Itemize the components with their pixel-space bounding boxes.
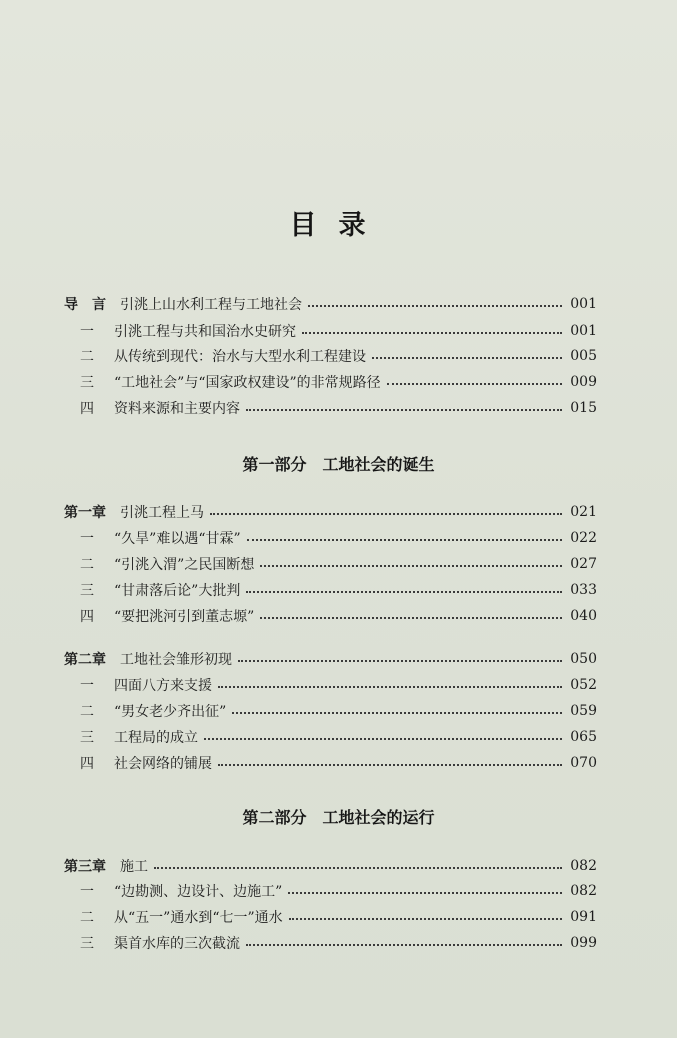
page-number: 005 bbox=[570, 348, 597, 364]
page-number: 009 bbox=[570, 374, 597, 390]
page-number: 099 bbox=[570, 935, 597, 951]
page-number: 001 bbox=[570, 323, 597, 339]
toc-entry-intro-s4[interactable] bbox=[80, 397, 597, 419]
toc-entry-ch3-s1[interactable] bbox=[80, 880, 597, 902]
section-number: 二 bbox=[80, 557, 94, 573]
part-name: 工地社会的运行 bbox=[322, 808, 435, 827]
section-number: 一 bbox=[80, 678, 94, 694]
part-heading-1 bbox=[0, 452, 677, 475]
part-name: 工地社会的诞生 bbox=[322, 455, 435, 474]
page-number: 022 bbox=[570, 530, 597, 546]
dot-leader bbox=[302, 332, 562, 334]
section-label: “男女老少齐出征” bbox=[114, 704, 227, 720]
chapter-head: 第三章 bbox=[64, 859, 106, 875]
page-number: 082 bbox=[570, 858, 597, 874]
toc-entry-ch1-s3[interactable] bbox=[80, 579, 597, 601]
dot-leader bbox=[204, 738, 562, 740]
section-label: “要把洮河引到董志塬” bbox=[114, 609, 255, 625]
chapter-label: 引洮工程上马 bbox=[120, 505, 204, 521]
section-number: 二 bbox=[80, 704, 94, 720]
dot-leader bbox=[260, 617, 562, 619]
chapter-head: 第二章 bbox=[64, 652, 106, 668]
dot-leader bbox=[289, 918, 563, 920]
dot-leader bbox=[210, 513, 562, 515]
toc-entry-ch2-s3[interactable] bbox=[80, 726, 597, 748]
dot-leader bbox=[232, 712, 562, 714]
toc-entry-ch1-s1[interactable] bbox=[80, 527, 597, 549]
toc-entry-ch1-s4[interactable] bbox=[80, 605, 597, 627]
toc-entry-intro[interactable] bbox=[64, 293, 597, 315]
page-title: 目录 bbox=[289, 210, 388, 241]
section-label: “边勘测、边设计、边施工” bbox=[114, 884, 283, 900]
dot-leader bbox=[372, 357, 562, 359]
part-heading-2 bbox=[0, 805, 677, 828]
intro-head: 导 言 bbox=[64, 297, 106, 313]
toc-entry-ch2-s1[interactable] bbox=[80, 674, 597, 696]
toc-entry-ch3[interactable] bbox=[64, 855, 597, 877]
section-number: 四 bbox=[80, 401, 94, 417]
page-number: 033 bbox=[570, 582, 597, 598]
section-label: 从“五一”通水到“七一”通水 bbox=[114, 910, 283, 926]
page-number: 091 bbox=[570, 909, 597, 925]
section-label: 资料来源和主要内容 bbox=[114, 401, 240, 417]
dot-leader bbox=[247, 539, 563, 541]
dot-leader bbox=[246, 944, 562, 946]
toc-entry-ch3-s3[interactable] bbox=[80, 932, 597, 954]
toc-entry-intro-s3[interactable] bbox=[80, 371, 597, 393]
dot-leader bbox=[288, 892, 562, 894]
section-label: “甘肃落后论”大批判 bbox=[114, 583, 241, 599]
section-number: 二 bbox=[80, 910, 94, 926]
dot-leader bbox=[238, 660, 562, 662]
chapter-label: 施工 bbox=[120, 859, 148, 875]
section-number: 四 bbox=[80, 609, 94, 625]
dot-leader bbox=[246, 409, 562, 411]
page-number: 065 bbox=[570, 729, 597, 745]
dot-leader bbox=[246, 591, 562, 593]
section-label: 四面八方来支援 bbox=[114, 678, 212, 694]
section-label: 渠首水库的三次截流 bbox=[114, 936, 240, 952]
section-label: 引洮工程与共和国治水史研究 bbox=[114, 324, 296, 340]
page-number: 059 bbox=[570, 703, 597, 719]
dot-leader bbox=[260, 565, 562, 567]
section-number: 三 bbox=[80, 375, 94, 391]
page-number: 082 bbox=[570, 883, 597, 899]
toc-entry-ch2-s4[interactable] bbox=[80, 752, 597, 774]
page-number: 052 bbox=[570, 677, 597, 693]
toc-entry-intro-s1[interactable] bbox=[80, 320, 597, 342]
toc-entry-ch1-s2[interactable] bbox=[80, 553, 597, 575]
page-number: 040 bbox=[570, 608, 597, 624]
toc-entry-ch2[interactable] bbox=[64, 648, 597, 670]
page-number: 070 bbox=[570, 755, 597, 771]
dot-leader bbox=[387, 383, 563, 385]
section-label: “引洮入渭”之民国断想 bbox=[114, 557, 255, 573]
part-label: 第一部分 bbox=[242, 455, 307, 474]
page-number: 027 bbox=[570, 556, 597, 572]
dot-leader bbox=[218, 764, 562, 766]
dot-leader bbox=[308, 305, 562, 307]
section-number: 一 bbox=[80, 884, 94, 900]
section-number: 三 bbox=[80, 936, 94, 952]
part-label: 第二部分 bbox=[242, 808, 307, 827]
page-number: 001 bbox=[570, 296, 597, 312]
dot-leader bbox=[154, 867, 562, 869]
page-number: 015 bbox=[570, 400, 597, 416]
section-number: 二 bbox=[80, 349, 94, 365]
page-number: 021 bbox=[570, 504, 597, 520]
toc-entry-ch2-s2[interactable] bbox=[80, 700, 597, 722]
toc-entry-ch1[interactable] bbox=[64, 501, 597, 523]
page-number: 050 bbox=[570, 651, 597, 667]
section-label: 从传统到现代：治水与大型水利工程建设 bbox=[114, 349, 366, 365]
chapter-label: 工地社会雏形初现 bbox=[120, 652, 232, 668]
intro-label: 引洮上山水利工程与工地社会 bbox=[120, 297, 302, 313]
section-label: “工地社会”与“国家政权建设”的非常规路径 bbox=[114, 375, 381, 391]
section-number: 一 bbox=[80, 531, 94, 547]
toc-entry-intro-s2[interactable] bbox=[80, 345, 597, 367]
chapter-head: 第一章 bbox=[64, 505, 106, 521]
dot-leader bbox=[218, 686, 562, 688]
section-number: 三 bbox=[80, 730, 94, 746]
section-number: 一 bbox=[80, 324, 94, 340]
section-label: 社会网络的铺展 bbox=[114, 756, 212, 772]
section-number: 四 bbox=[80, 756, 94, 772]
section-label: “久旱”难以遇“甘霖” bbox=[114, 531, 241, 547]
section-label: 工程局的成立 bbox=[114, 730, 198, 746]
section-number: 三 bbox=[80, 583, 94, 599]
toc-entry-ch3-s2[interactable] bbox=[80, 906, 597, 928]
